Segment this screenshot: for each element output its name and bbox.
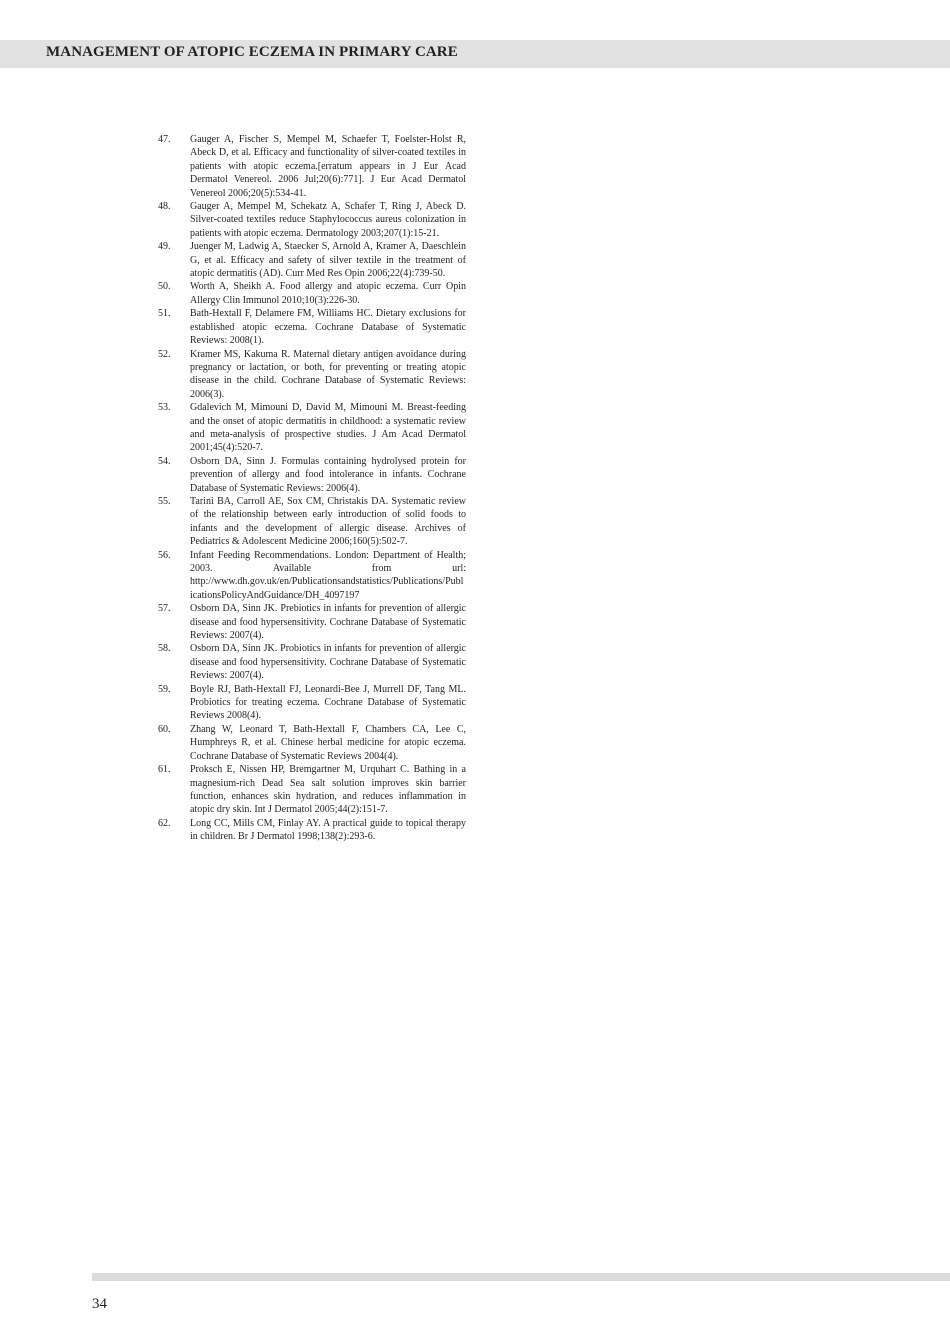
reference-text: Proksch E, Nissen HP, Bremgartner M, Urquhart C. Bathing in a magnesium-rich Dead Sea salt solution improves skin barrier function, enhances skin hydration, and reduces inflammation in atopic dry skin. Int J Dermatol 2005;44(2):151-7. bbox=[190, 764, 466, 816]
reference-text: Osborn DA, Sinn JK. Probiotics in infants for prevention of allergic disease and food hypersensitivity. Cochrane Database of Systematic Reviews: 2007(4). bbox=[190, 643, 466, 682]
reference-item bbox=[158, 602, 466, 642]
reference-item bbox=[158, 495, 466, 549]
reference-number: 49. bbox=[158, 241, 171, 253]
reference-number: 50. bbox=[158, 281, 171, 293]
reference-number: 51. bbox=[158, 308, 171, 320]
page-title: MANAGEMENT OF ATOPIC ECZEMA IN PRIMARY CARE bbox=[46, 44, 458, 60]
reference-number: 52. bbox=[158, 348, 171, 360]
reference-item bbox=[158, 240, 466, 280]
reference-text: Gauger A, Fischer S, Mempel M, Schaefer T, Foelster-Holst R, Abeck D, et al. Efficacy and functionality of silver-coated textiles in patients with atopic eczema.[erratum appears in J Eur Acad Dermatol Venereol. 2006 Jul;20(6):771]. J Eur Acad Dermatol Venereol 2006;20(5):534-41. bbox=[190, 134, 466, 199]
reference-item bbox=[158, 307, 466, 347]
reference-number: 62. bbox=[158, 817, 171, 829]
reference-item bbox=[158, 549, 466, 603]
reference-text: Long CC, Mills CM, Finlay AY. A practical guide to topical therapy in children. Br J Dermatol 1998;138(2):293-6. bbox=[190, 817, 466, 843]
reference-item bbox=[158, 133, 466, 200]
reference-text: Osborn DA, Sinn J. Formulas containing hydrolysed protein for prevention of allergy and food intolerance in infants. Cochrane Database of Systematic Reviews: 2006(4). bbox=[190, 455, 466, 494]
reference-number: 59. bbox=[158, 683, 171, 695]
reference-text: Zhang W, Leonard T, Bath-Hextall F, Chambers CA, Lee C, Humphreys R, et al. Chinese herbal medicine for atopic eczema. Cochrane Database of Systematic Reviews 2004(4). bbox=[190, 723, 466, 762]
reference-item bbox=[158, 723, 466, 763]
reference-number: 47. bbox=[158, 134, 171, 145]
reference-item bbox=[158, 763, 466, 817]
reference-number: 48. bbox=[158, 201, 171, 213]
reference-text: Kramer MS, Kakuma R. Maternal dietary antigen avoidance during pregnancy or lactation, or both, for preventing or treating atopic disease in the child. Cochrane Database of Systematic Reviews: 2006(3). bbox=[190, 348, 466, 400]
reference-text: Juenger M, Ladwig A, Staecker S, Arnold A, Kramer A, Daeschlein G, et al. Efficacy and safety of silver textile in the treatment of atopic dermatitis (AD). Curr Med Res Opin 2006;22(4):739-50. bbox=[190, 241, 466, 280]
footer-bar bbox=[92, 1273, 950, 1281]
reference-text: Boyle RJ, Bath-Hextall FJ, Leonardi-Bee J, Murrell DF, Tang ML. Probiotics for treating eczema. Cochrane Database of Systematic Reviews 2008(4). bbox=[190, 683, 466, 722]
reference-number: 61. bbox=[158, 764, 171, 776]
reference-number: 58. bbox=[158, 643, 171, 655]
reference-number: 57. bbox=[158, 603, 171, 615]
reference-text: Tarini BA, Carroll AE, Sox CM, Christakis DA. Systematic review of the relationship between early introduction of solid foods to infants and the development of allergic disease. Archives of Pediatrics & Adolescent Medicine 2006;160(5):502-7. bbox=[190, 495, 466, 548]
reference-item bbox=[158, 817, 466, 844]
reference-number: 55. bbox=[158, 495, 171, 507]
page-number: 34 bbox=[92, 1296, 107, 1312]
reference-item bbox=[158, 280, 466, 307]
reference-text: Infant Feeding Recommendations. London: Department of Health; 2003. Available from url: http://www.dh.gov.uk/en/Publicationsandstatistics/Publications/PublicationsPolicyAndGuidance/DH_4097197 bbox=[190, 549, 466, 601]
reference-text: Osborn DA, Sinn JK. Prebiotics in infants for prevention of allergic disease and food hypersensitivity. Cochrane Database of Systematic Reviews: 2007(4). bbox=[190, 603, 466, 642]
reference-item bbox=[158, 348, 466, 402]
reference-number: 53. bbox=[158, 402, 171, 414]
reference-text: Worth A, Sheikh A. Food allergy and atopic eczema. Curr Opin Allergy Clin Immunol 2010;10(3):226-30. bbox=[190, 281, 466, 306]
reference-item bbox=[158, 401, 466, 455]
reference-text: Gauger A, Mempel M, Schekatz A, Schafer T, Ring J, Abeck D. Silver-coated textiles reduce Staphylococcus aureus colonization in patients with atopic eczema. Dermatology 2003;207(1):15-21. bbox=[190, 201, 466, 239]
reference-item bbox=[158, 642, 466, 682]
reference-item bbox=[158, 200, 466, 240]
reference-list bbox=[158, 133, 466, 844]
reference-text: Bath-Hextall F, Delamere FM, Williams HC. Dietary exclusions for established atopic eczema. Cochrane Database of Systematic Reviews: 2008(1). bbox=[190, 308, 466, 347]
reference-number: 60. bbox=[158, 723, 171, 735]
reference-item bbox=[158, 683, 466, 723]
reference-item bbox=[158, 455, 466, 495]
reference-number: 54. bbox=[158, 455, 171, 467]
reference-number: 56. bbox=[158, 549, 171, 561]
reference-text: Gdalevich M, Mimouni D, David M, Mimouni M. Breast-feeding and the onset of atopic dermatitis in childhood: a systematic review and meta-analysis of prospective studies. J Am Acad Dermatol 2001;45(4):520-7. bbox=[190, 402, 466, 454]
